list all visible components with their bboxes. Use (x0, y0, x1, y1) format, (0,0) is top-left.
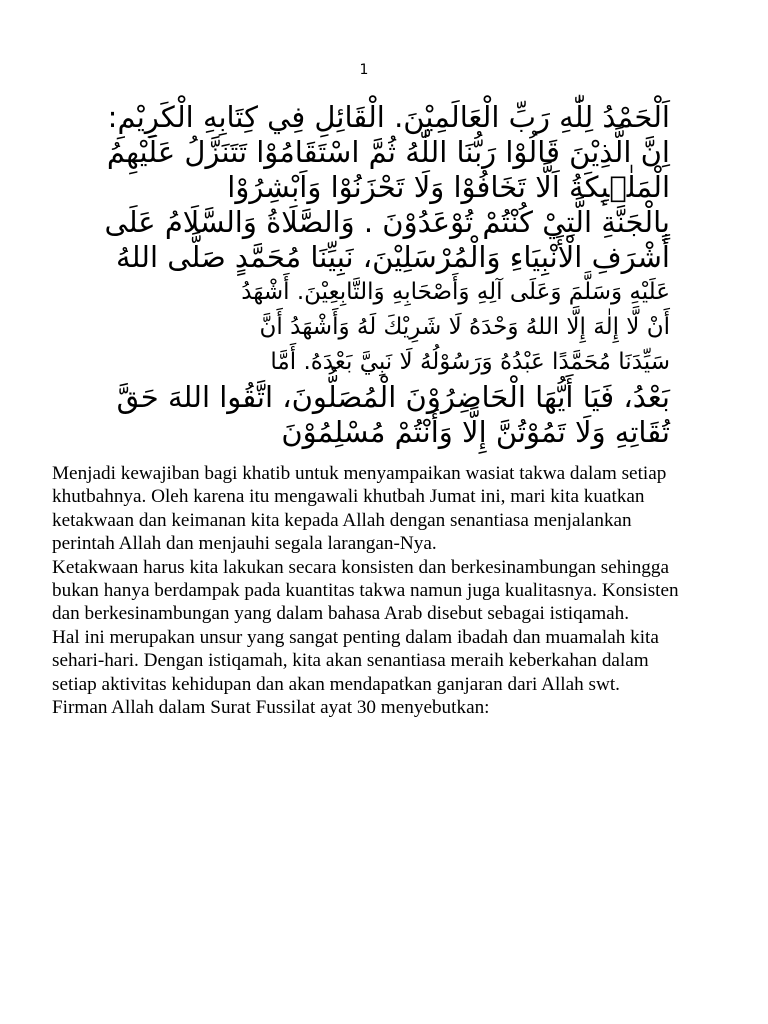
arabic-line: بِالْجَنَّةِ الَّتِيْ كُنْتُمْ تُوْعَدُوْنَ . وَالصَّلَاةُ وَالسَّلَامُ عَلَى (104, 205, 670, 239)
arabic-line: عَلَيْهِ وَسَلَّمَ وَعَلَى آلِهِ وَأَصْحَابِهِ وَالتَّابِعِيْنَ. أَشْهَدُ (241, 279, 670, 305)
arabic-line: بَعْدُ، فَيَا أَيُّهَا الْحَاضِرُوْنَ الْمُصَلُّونَ، اتَّقُوا اللهَ حَقَّ (116, 380, 670, 414)
paragraph: Firman Allah dalam Surat Fussilat ayat 30 menyebutkan: (52, 697, 490, 719)
arabic-line: تُقَاتِهِ وَلَا تَمُوْتُنَّ إِلَّا وَأَنْتُمْ مُسْلِمُوْنَ (281, 415, 670, 449)
body-text (52, 462, 692, 719)
arabic-line: أَشْرَفِ الْأَنْبِيَاءِ وَالْمُرْسَلِيْنَ، نَبِيِّنَا مُحَمَّدٍ صَلَّى اللهُ (116, 240, 670, 274)
arabic-line: اَلْحَمْدُ لِلّٰهِ رَبِّ الْعَالَمِيْنَ. الْقَائِلِ فِي كِتَابِهِ الْكَرِيْمِ: (107, 100, 670, 134)
paragraph: Ketakwaan harus kita lakukan secara konsisten dan berkesinambungan sehingga bukan hanya berdampak pada kuantitas takwa namun juga kualitasnya. Konsisten dan berkesinambungan yang dalam bahasa Arab disebut sebagai istiqamah. (52, 556, 679, 625)
arabic-line: الْمَلٰۤىِٕكَةُ اَلَّا تَخَافُوْا وَلَا تَحْزَنُوْا وَاَبْشِرُوْا (227, 170, 670, 204)
arabic-line: اِنَّ الَّذِيْنَ قَالُوْا رَبُّنَا اللّٰهُ ثُمَّ اسْتَقَامُوْا تَتَنَزَّلُ عَلَيْهِمُ (106, 135, 670, 169)
arabic-opening-text (54, 100, 670, 450)
arabic-line: أَنْ لَّا إِلٰهَ إِلَّا اللهُ وَحْدَهُ لَا شَرِيْكَ لَهُ وَأَشْهَدُ أَنَّ (259, 314, 670, 340)
paragraph: Menjadi kewajiban bagi khatib untuk menyampaikan wasiat takwa dalam setiap khutbahnya. Oleh karena itu mengawali khutbah Jumat ini, mari kita kuatkan ketakwaan dan keimanan kita kepada Allah dengan senantiasa menjalankan perintah Allah dan menjauhi segala larangan-Nya. (52, 463, 667, 555)
arabic-line: سَيِّدَنَا مُحَمَّدًا عَبْدُهُ وَرَسُوْلُهُ لَا نَبِيَّ بَعْدَهُ. أَمَّا (270, 349, 670, 375)
paragraph: Hal ini merupakan unsur yang sangat penting dalam ibadah dan muamalah kita sehari-hari. Dengan istiqamah, kita akan senantiasa meraih keberkahan dalam setiap aktivitas kehidupan dan akan mendapatkan ganjaran dari Allah swt. (52, 626, 659, 695)
page-number: 1 (359, 62, 369, 78)
